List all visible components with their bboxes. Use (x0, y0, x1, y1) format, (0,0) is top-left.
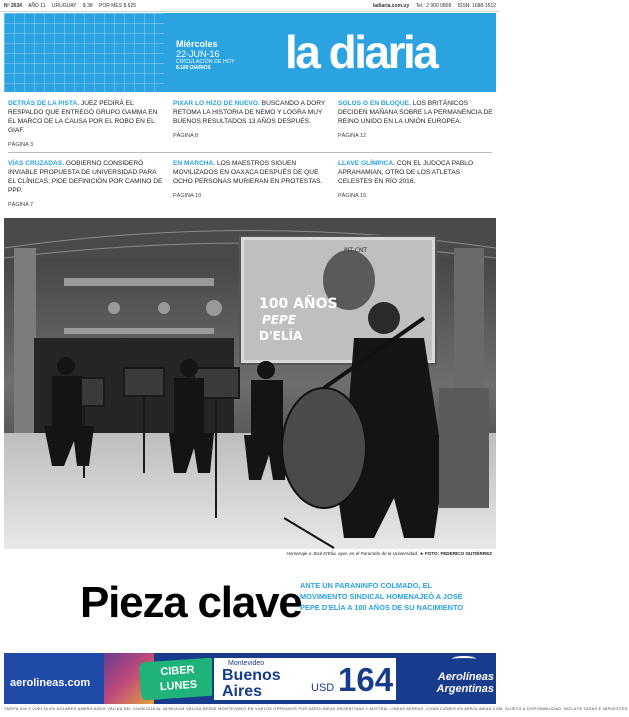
violist-head (257, 361, 275, 379)
violinist-1-body (52, 376, 82, 426)
teaser-page: PÁGINA 10 (173, 193, 202, 199)
ad-currency: USD (311, 682, 335, 694)
top-info-bar (0, 0, 500, 12)
screen-title-line2: PEPE (262, 313, 296, 327)
teaser-kicker: EN MARCHA. (173, 160, 216, 167)
ad-fare-box (212, 656, 398, 702)
issue-info (4, 3, 141, 9)
teaser-text: LOS MAESTROS SIGUEN MOVILIZADOS EN OAXACA DESPUÉS DE QUE OCHO PERSONAS MURIERAN EN PROTESTAS. (173, 160, 323, 185)
ad-promo-line2: LUNES (159, 678, 198, 694)
teaser-divider (8, 152, 492, 153)
main-headline[interactable]: Pieza clave (80, 578, 302, 627)
teaser-item[interactable] (8, 99, 163, 150)
circulation-label: CIRCULACIÓN DE HOY (176, 59, 235, 65)
teaser-item[interactable] (173, 99, 328, 141)
ad-promo-line1: CIBER (159, 663, 195, 679)
teaser-item[interactable] (173, 159, 328, 201)
teaser-page: PÁGINA 7 (8, 202, 34, 208)
teaser-item[interactable] (338, 159, 493, 201)
teaser-page: PÁGINA 15 (338, 193, 367, 199)
date-block (176, 39, 235, 71)
teaser-kicker: SOLOS O EN BLOQUE. (338, 100, 411, 107)
violinist-2-body (174, 378, 204, 433)
teaser-item[interactable] (8, 159, 163, 210)
ad-to-city: Buenos Aires (222, 667, 281, 700)
ad-brand: aerolineas.com (10, 677, 91, 689)
ad-price: 164 (338, 661, 394, 698)
phone-number: Tel.: 2 900 0808 (415, 2, 452, 9)
photo-illustration (4, 218, 496, 549)
caption-text: Homenaje a José D'Elía, ayer, en el Paraninfo de la Universidad. (286, 551, 419, 556)
teaser-kicker: VÍAS CRUZADAS. (8, 160, 65, 167)
photo-caption (4, 551, 492, 557)
teaser-grid (8, 99, 492, 213)
issue-country: URUGUAY (51, 2, 77, 9)
violinist-1-head (57, 357, 75, 375)
main-photo (4, 218, 496, 549)
teaser-page: PÁGINA 8 (173, 133, 199, 139)
screen-logo: PIT-CNT (344, 247, 368, 254)
headline-deck: ANTE UN PARANINFO COLMADO, EL MOVIMIENTO SINDICAL HOMENAJEÓ A JOSÉ PEPE D'ELÍA A 100 AÑOS DE SU NACIMIENTO (300, 581, 464, 612)
teaser-page: PÁGINA 12 (338, 133, 367, 139)
newspaper-logo[interactable]: la diaria (285, 26, 437, 78)
chair-right (439, 388, 489, 508)
issue-year: AÑO 11 (28, 2, 46, 9)
violist-body (251, 380, 283, 435)
masthead (4, 13, 496, 92)
teaser-text: LOS BRITÁNICOS DECIDEN MAÑANA SOBRE LA PERMANENCIA DE REINO UNIDO EN LA UNIÓN EUROPEA. (338, 100, 493, 125)
teaser-kicker: LLAVE OLÍMPICA. (338, 160, 396, 167)
masthead-grid-pattern (4, 13, 164, 92)
photo-credit: ★ FOTO: FEDERICO GUTIÉRREZ (419, 551, 492, 556)
teaser-item[interactable] (338, 99, 493, 141)
contact-info (368, 3, 496, 9)
violinist-2-head (180, 359, 198, 377)
column-left (14, 248, 36, 438)
ad-brand-box (4, 653, 104, 704)
screen-title-line3: D'ELÍA (259, 329, 303, 343)
cellist-head (368, 302, 400, 334)
issue-subscription: POR MES $ 625 (99, 2, 137, 9)
teaser-kicker: DETRÁS DE LA PISTA. (8, 100, 80, 107)
teaser-page: PÁGINA 3 (8, 142, 34, 148)
advertisement[interactable] (4, 653, 496, 704)
issue-date: 22-JUN-16 (176, 49, 220, 59)
teaser-text: BUSCANDO A DORY RETOMA LA HISTORIA DE NEMO Y LOGRA MUY BUENOS RESULTADOS 13 AÑOS DESPUÉS. (173, 100, 326, 125)
teaser-text: JUEZ PEDIRÁ EL RESPALDO QUE ENTREGÓ GRUPO GAMMA EN EL MARCO DE LA CAUSA POR EL ROBO EN EL GIAF. (8, 100, 158, 134)
issue-number: Nº 2634 (4, 2, 22, 9)
weekday: Miércoles (176, 39, 218, 49)
teaser-text: CON EL JUDOCA PABLO APRAHAMIAN, OTRO DE LOS ATLETAS CELESTES EN RÍO 2016. (338, 160, 474, 185)
issn-number: ISSN: 1688-1512 (457, 2, 496, 9)
website-link[interactable]: ladiaria.com.uy (372, 2, 410, 9)
ad-legal-text: TARIFA IDA Y VUELTA EN DÓLARES AMERICANOS VÁLIDA DEL 20/06/2016 AL 30/06/2016 VÁLIDA DESDE MONTEVIDEO EN VUELOS OPERADOS POR AEROLÍNEAS ARGENTINAS Y AUSTRAL LÍNEAS AÉREAS. CONDICIONES EN AEROLINEAS.COM. SUJETO A DISPONIBILIDAD. INCLUYE TASAS E IMPUESTOS. (4, 707, 629, 711)
ad-from-city: Montevideo (228, 660, 265, 667)
circulation-copies: 8.180 DIARIOS (176, 65, 211, 71)
ad-airline: Aerolíneas Argentinas (436, 671, 494, 695)
teaser-text: GOBIERNO CONSIDERÓ INVIABLE PROPUESTA DE UNIVERSIDAD PARA EL CLÍNICAS; PIDE DEFINICIÓN POR CAMINO DE PPP. (8, 160, 163, 194)
ad-promo-badge (139, 657, 217, 700)
issue-price: $ 38 (82, 2, 93, 9)
screen-title-line1: 100 AÑOS (259, 296, 338, 312)
teaser-kicker: PIXAR LO HIZO DE NUEVO. (173, 100, 260, 107)
